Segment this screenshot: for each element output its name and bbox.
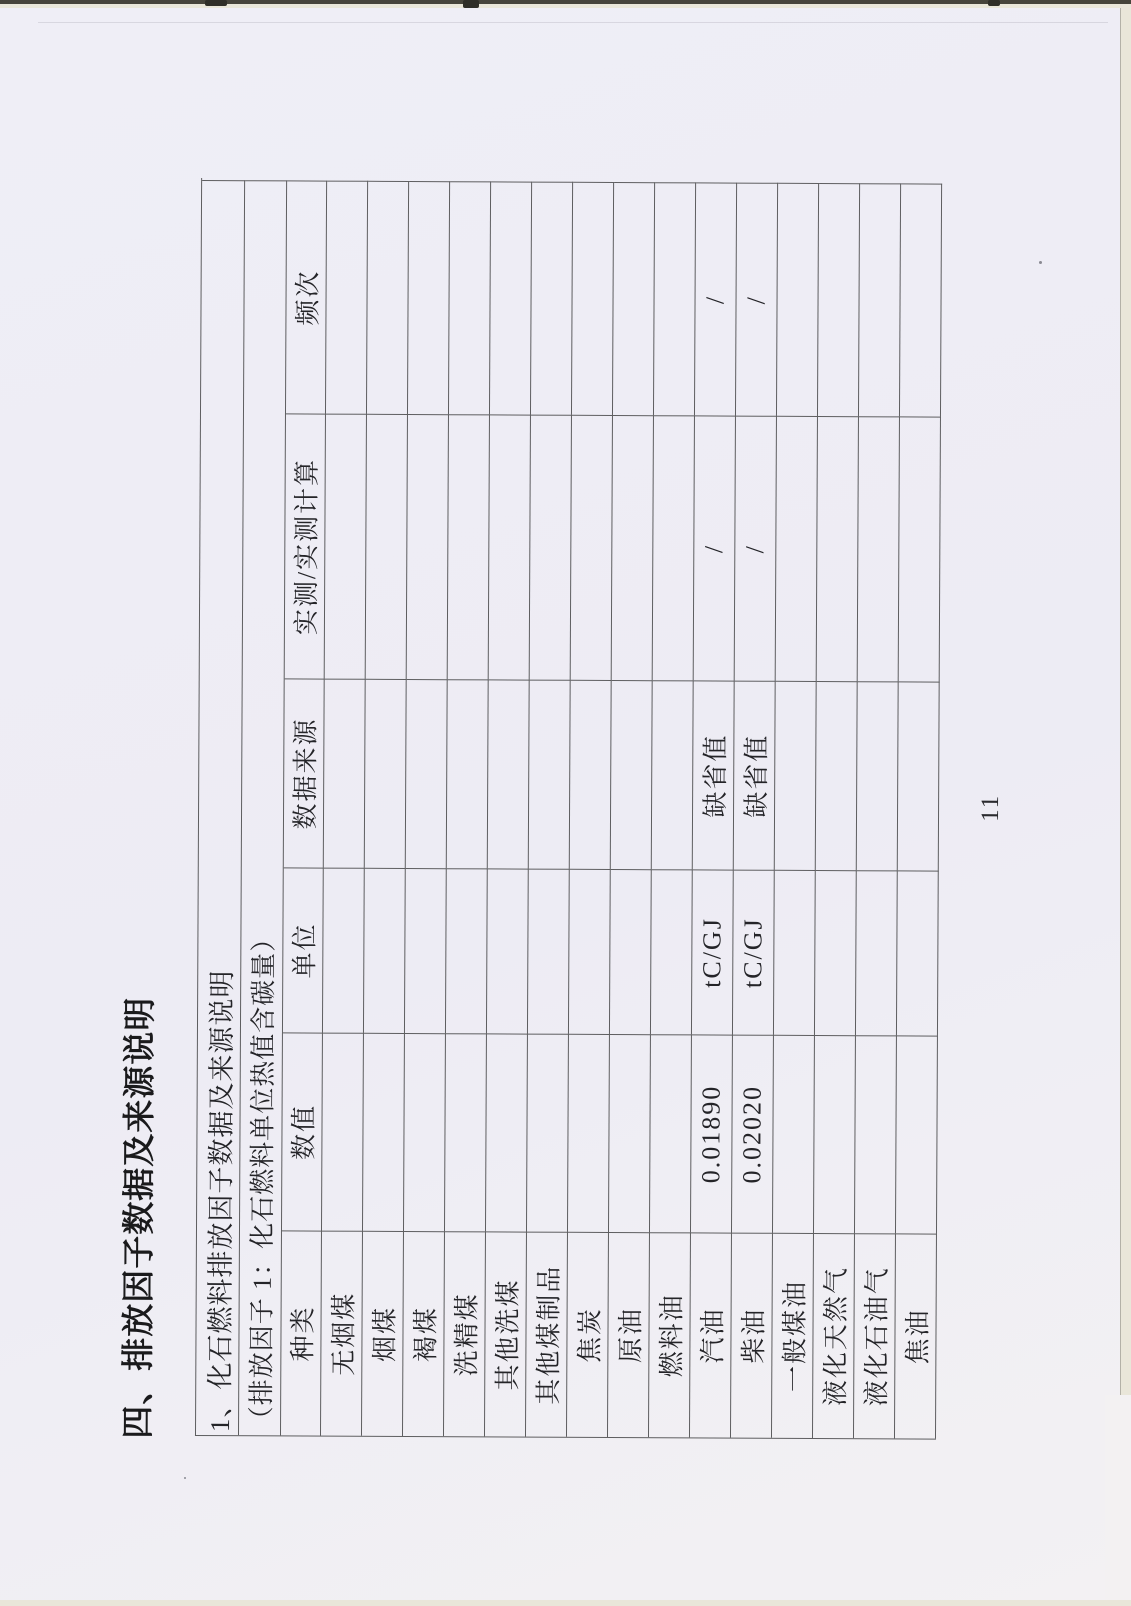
cell-data-source-row-7 — [611, 680, 653, 869]
cell-data-source-row-10: 缺省值 — [734, 681, 776, 870]
cell-unit-row-11 — [774, 870, 816, 1035]
cell-measured-row-1 — [366, 414, 408, 679]
cell-frequency-row-3 — [449, 181, 491, 414]
cell-value-row-3 — [445, 1033, 487, 1231]
cell-value-row-13 — [855, 1035, 897, 1233]
cell-value-row-0 — [322, 1033, 364, 1231]
cell-frequency-row-10: / — [736, 183, 778, 416]
cell-measured-row-3 — [448, 414, 490, 679]
cell-fuel-type-row-12: 液化天然气 — [813, 1233, 855, 1438]
cell-data-source-row-3 — [447, 679, 489, 868]
header-data-source: 数据来源 — [284, 678, 325, 867]
cell-unit-row-10: tC/GJ — [733, 870, 775, 1035]
cell-fuel-type-row-4: 其他洗煤 — [485, 1231, 527, 1436]
cell-value-row-11 — [773, 1035, 815, 1233]
cell-measured-row-11 — [776, 416, 818, 681]
cell-measured-row-9: / — [694, 415, 736, 680]
cell-frequency-row-4 — [490, 181, 532, 414]
cell-unit-row-2 — [405, 868, 447, 1033]
cell-measured-row-4 — [489, 414, 531, 679]
cell-fuel-type-row-5: 其他煤制品 — [526, 1232, 568, 1437]
cell-unit-row-13 — [856, 870, 898, 1035]
cell-fuel-type-row-13: 液化石油气 — [854, 1233, 896, 1438]
cell-unit-row-9: tC/GJ — [692, 869, 734, 1034]
cell-value-row-14 — [896, 1035, 938, 1233]
cell-value-row-2 — [404, 1033, 446, 1231]
cell-unit-row-1 — [364, 868, 406, 1033]
cell-data-source-row-4 — [488, 679, 530, 868]
page-number: 11 — [976, 793, 1005, 822]
cell-measured-row-10: / — [735, 416, 777, 681]
cell-value-row-10: 0.02020 — [732, 1035, 774, 1233]
cell-frequency-row-1 — [367, 181, 409, 414]
cell-data-source-row-9: 缺省值 — [693, 680, 735, 869]
cell-unit-row-6 — [569, 869, 611, 1034]
cell-unit-row-8 — [651, 869, 693, 1034]
cell-unit-row-0 — [323, 868, 365, 1033]
cell-fuel-type-row-10: 柴油 — [731, 1233, 773, 1438]
section-title: 四、排放因子数据及来源说明 — [117, 996, 160, 1439]
cell-measured-row-0 — [325, 414, 367, 679]
cell-fuel-type-row-3: 洗精煤 — [444, 1231, 486, 1436]
cell-frequency-row-13 — [859, 183, 901, 416]
cell-value-row-6 — [568, 1034, 610, 1232]
cell-fuel-type-row-2: 褐煤 — [403, 1231, 445, 1436]
cell-unit-row-3 — [446, 868, 488, 1033]
header-fuel-type: 种类 — [281, 1230, 322, 1435]
cell-fuel-type-row-11: 一般煤油 — [772, 1233, 814, 1438]
table-subtitle: （排放因子 1：化石燃料单位热值含碳量） — [239, 180, 287, 1435]
cell-frequency-row-8 — [654, 182, 696, 415]
cell-frequency-row-12 — [818, 183, 860, 416]
cell-frequency-row-11 — [777, 183, 819, 416]
header-value: 数值 — [282, 1032, 323, 1230]
cell-value-row-1 — [363, 1033, 405, 1231]
cell-frequency-row-7 — [613, 182, 655, 415]
cell-data-source-row-12 — [816, 681, 858, 870]
cell-measured-row-5 — [530, 415, 572, 680]
cell-frequency-row-2 — [408, 181, 450, 414]
cell-frequency-row-9: / — [695, 182, 737, 415]
cell-fuel-type-row-9: 汽油 — [690, 1232, 732, 1437]
cell-measured-row-12 — [817, 416, 859, 681]
cell-measured-row-14 — [899, 416, 941, 681]
cell-measured-row-8 — [653, 415, 695, 680]
cell-frequency-row-6 — [572, 182, 614, 415]
cell-value-row-4 — [486, 1033, 528, 1231]
cell-data-source-row-1 — [365, 679, 407, 868]
cell-fuel-type-row-0: 无烟煤 — [321, 1231, 363, 1436]
cell-data-source-row-6 — [570, 680, 612, 869]
cell-value-row-7 — [609, 1034, 651, 1232]
cell-data-source-row-5 — [529, 680, 571, 869]
cell-measured-row-7 — [612, 415, 654, 680]
cell-data-source-row-2 — [406, 679, 448, 868]
cell-fuel-type-row-7: 原油 — [608, 1232, 650, 1437]
cell-unit-row-12 — [815, 870, 857, 1035]
cell-frequency-row-14 — [900, 183, 942, 416]
cell-measured-row-13 — [858, 416, 900, 681]
cell-frequency-row-0 — [326, 181, 368, 414]
cell-unit-row-14 — [897, 870, 939, 1035]
header-unit: 单位 — [283, 867, 324, 1032]
cell-measured-row-6 — [571, 415, 613, 680]
cell-measured-row-2 — [407, 414, 449, 679]
header-frequency: 频次 — [286, 180, 327, 413]
cell-data-source-row-0 — [324, 679, 366, 868]
cell-data-source-row-14 — [898, 681, 940, 870]
cell-value-row-5 — [527, 1034, 569, 1232]
cell-frequency-row-5 — [531, 182, 573, 415]
cell-fuel-type-row-14: 焦油 — [895, 1233, 937, 1438]
cell-data-source-row-11 — [775, 681, 817, 870]
cell-value-row-12 — [814, 1035, 856, 1233]
cell-unit-row-5 — [528, 869, 570, 1034]
cell-fuel-type-row-6: 焦炭 — [567, 1232, 609, 1437]
cell-unit-row-7 — [610, 869, 652, 1034]
table-title: 1、化石燃料排放因子数据及来源说明 — [196, 180, 245, 1435]
fossil-fuel-table — [195, 178, 942, 1440]
cell-fuel-type-row-8: 燃料油 — [649, 1232, 691, 1437]
cell-value-row-9: 0.01890 — [691, 1034, 733, 1232]
cell-data-source-row-13 — [857, 681, 899, 870]
cell-fuel-type-row-1: 烟煤 — [362, 1231, 404, 1436]
cell-value-row-8 — [650, 1034, 692, 1232]
cell-unit-row-4 — [487, 868, 529, 1033]
cell-data-source-row-8 — [652, 680, 694, 869]
header-measured: 实测/实测计算 — [285, 413, 326, 678]
